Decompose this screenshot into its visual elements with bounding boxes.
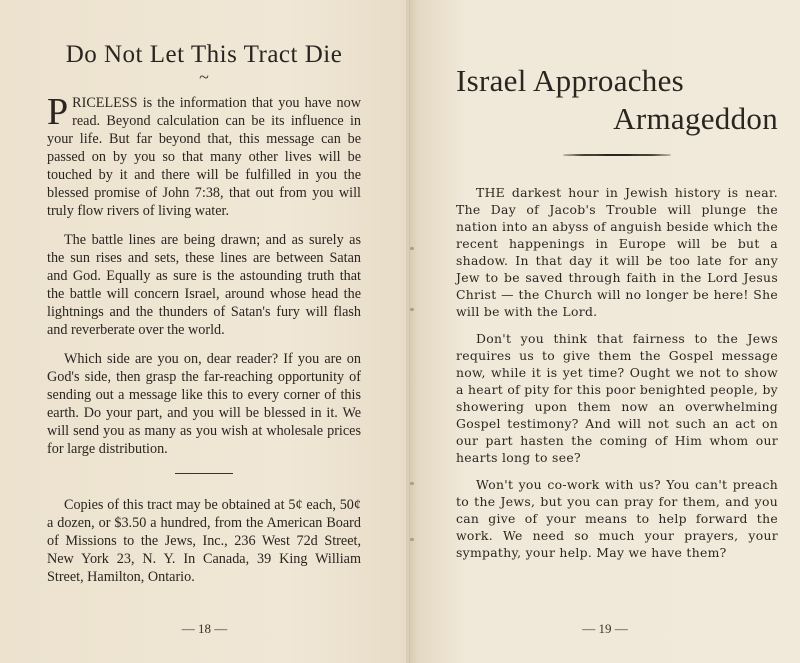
page-number-left: — 18 — [181, 621, 228, 636]
staple-mark [410, 308, 414, 311]
right-paragraph-1: THE darkest hour in Jewish history is near. The Day of Jacob's Trouble will plunge the nation into an abyss of anguish beside which the recent happenings in Europe will be but a shadow. In that day it will be too late for any Jew to be saved through faith in the Lord Jesus Christ — the Church will no longer be here! She will be with the Lord. [456, 185, 778, 319]
left-paragraph-1-text: RICELESS is the information that you have now read. Beyond calculation can be its influence in your life. But far beyond that, this message can be passed on by you so that many other lives will be touched by it and there will be fulfilled in you the blessed promise of John 7:38, that out from you will truly flow rivers of living water. [47, 95, 361, 219]
left-paragraph-3: Which side are you on, dear reader? If you are on God's side, then grasp the far-reaching opportunity of sending out a message like this to every corner of this earth. Do your part, and you will be blessed in it. We will send you as many as you wish at wholesale prices for large distribution. [47, 351, 361, 457]
right-title-line-1: Israel Approaches [456, 63, 685, 98]
right-page-body [456, 62, 778, 571]
right-page [410, 0, 800, 663]
copies-order-note: Copies of this tract may be obtained at 5¢ each, 50¢ a dozen, or $3.50 a hundred, from the American Board of Missions to the Jews, Inc., 236 West 72d Street, New York 23, N. Y. In Canada, 39 King William Street, Hamilton, Ontario. [47, 497, 361, 585]
left-paragraph-1 [47, 91, 361, 220]
right-paragraph-2: Don't you think that fairness to the Jews requires us to give them the Gospel message now, while it is yet time? Ought we not to show a heart of pity for this poor benighted people, by showering upon them now an overwhelming Gospel testimony? And will not such an act on our part hasten the coming of Him whom our hearts long to see? [456, 331, 778, 465]
right-paragraph-3: Won't you co-work with us? You can't preach to the Jews, but you can pray for them, and you can give of your means to help forward the work. We need so much your prayers, your sympathy, your help. May we have them? [456, 477, 778, 560]
page-number-right: — 19 — [582, 621, 628, 636]
section-divider [175, 473, 233, 474]
left-page-title: Do Not Let This Tract Die [65, 41, 343, 68]
ornament-swash: ~ [199, 67, 209, 87]
right-page-title [456, 62, 778, 138]
staple-mark [410, 247, 414, 250]
left-page-body [47, 41, 361, 597]
right-title-line-2: Armageddon [613, 101, 778, 136]
staple-mark [410, 482, 414, 485]
title-rule [563, 154, 671, 156]
left-paragraph-2: The battle lines are being drawn; and as surely as the sun rises and sets, these lines are between Satan and God. Equally as sure is the astounding truth that the battle will concern Israel, around whose head the lightnings and the thunders of Satan's fury will flash and reverberate over the world. [47, 232, 361, 338]
drop-cap-letter: P [47, 91, 69, 133]
staple-mark [410, 538, 414, 541]
